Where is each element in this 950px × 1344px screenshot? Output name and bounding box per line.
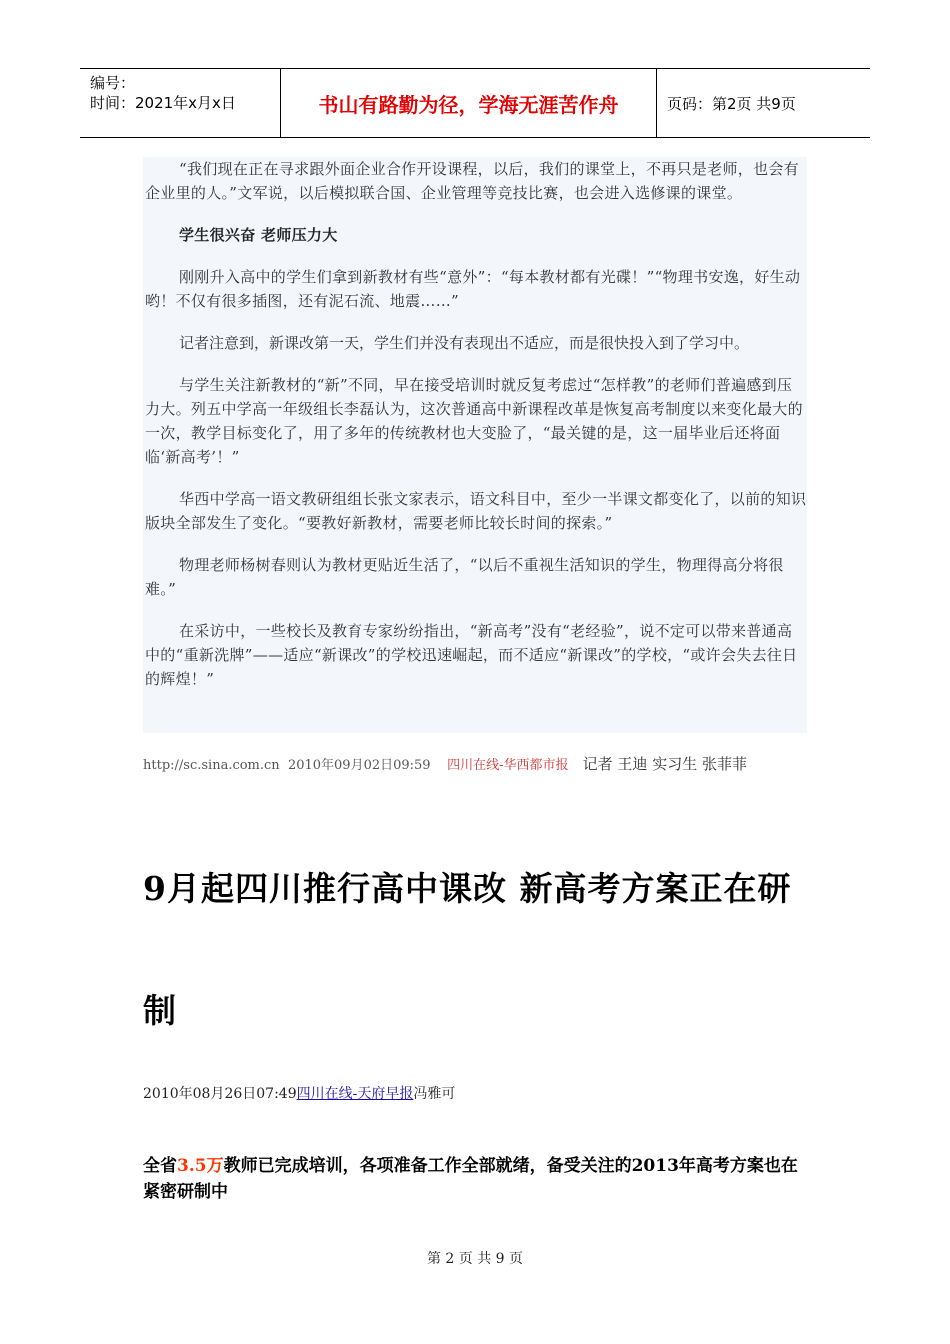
header-page-label: 页码：第2页 共9页 — [667, 94, 796, 113]
article-paragraph: 物理老师杨树春则认为教材更贴近生活了，“以后不重视生活知识的学生，物理得高分将很难。” — [145, 556, 784, 598]
source-datetime: 2010年09月02日09:59 — [287, 758, 431, 773]
dateline — [143, 1083, 455, 1103]
lead-prefix: 全省 — [143, 1156, 177, 1176]
article-body — [143, 157, 807, 733]
lead-number: 3.5万 — [177, 1156, 224, 1176]
headline: 9月起四川推行高中课改 新高考方案正在研制 — [143, 869, 792, 1030]
article-paragraph: 华西中学高一语文教研组组长张文家表示，语文科目中，至少一半课文都变化了，以前的知识版块全部发生了变化。“要教好新教材，需要老师比较长时间的探索。” — [145, 490, 807, 532]
lead-paragraph — [143, 1153, 808, 1205]
dateline-datetime: 2010年08月26日07:49 — [143, 1086, 297, 1102]
source-outlet-link[interactable]: 四川在线-华西都市报 — [447, 758, 569, 773]
time-label: 时间：2021年x月x日 — [90, 94, 236, 112]
page-footer: 第 2 页 共 9 页 — [426, 1251, 524, 1267]
article-subheading: 学生很兴奋 老师压力大 — [179, 226, 338, 244]
article-paragraph: 记者注意到，新课改第一天，学生们并没有表现出不适应，而是很快投入到了学习中。 — [179, 334, 750, 352]
article-paragraph: “我们现在正在寻求跟外面企业合作开设课程，以后，我们的课堂上，不再只是老师，也会有企业里的人。”文军说，以后模拟联合国、企业管理等竞技比赛，也会进入选修课的课堂。 — [145, 160, 799, 202]
document-header — [80, 68, 870, 138]
source-url[interactable]: http://sc.sina.com.cn — [143, 758, 280, 773]
header-meta — [80, 69, 280, 137]
source-byline: 记者 王迪 实习生 张菲菲 — [582, 755, 747, 773]
lead-rest: 教师已完成培训，各项准备工作全部就绪，备受关注的2013年高考方案也在紧密研制中 — [143, 1156, 798, 1202]
dateline-author: 冯雅可 — [413, 1086, 456, 1102]
article-paragraph: 与学生关注新教材的“新”不同，早在接受培训时就反复考虑过“怎样教”的老师们普遍感到压力大。列五中学高一年级组长李磊认为，这次普通高中新课程改革是恢复高考制度以来变化最大的一次，教学目标变化了，用了多年的传统教材也大变脸了，“最关键的是，这一届毕业后还将面临‘新高考’！” — [145, 376, 803, 466]
article-paragraph: 刚刚升入高中的学生们拿到新教材有些“意外”：“每本教材都有光碟！”“物理书安逸，好生动哟！不仅有很多插图，还有泥石流、地震……” — [145, 268, 801, 310]
header-motto: 书山有路勤为径，学海无涯苦作舟 — [280, 69, 657, 137]
article-source — [143, 753, 747, 774]
article-paragraph: 在采访中，一些校长及教育专家纷纷指出，“新高考”没有“老经验”，说不定可以带来普通高中的“重新洗牌”——适应“新课改”的学校迅速崛起，而不适应“新课改”的学校，“或许会失去往日的辉煌！” — [145, 622, 798, 688]
number-label: 编号： — [90, 74, 136, 92]
dateline-outlet-link[interactable]: 四川在线-天府早报 — [296, 1086, 414, 1102]
